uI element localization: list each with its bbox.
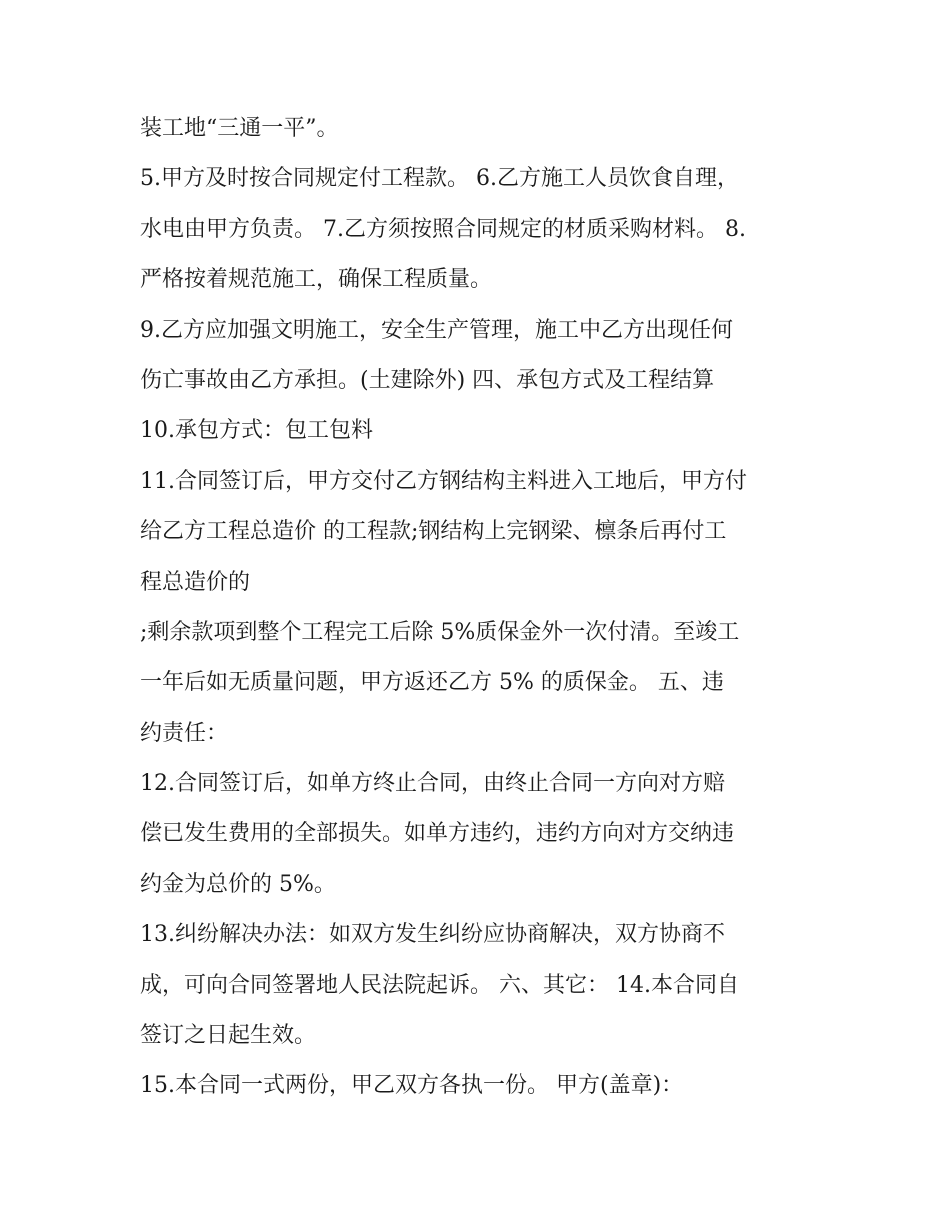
text-line: 12.合同签订后，如单方终止合同，由终止合同一方向对方赔 (140, 771, 725, 797)
text-line: 一年后如无质量问题，甲方返还乙方 5% 的质保金。 五、违 (140, 670, 724, 696)
text-line: 签订之日起生效。 (140, 1023, 317, 1049)
text-line: 水电由甲方负责。 7.乙方须按照合同规定的材质采购材料。 8. (140, 216, 746, 242)
text-line: 10.承包方式：包工包料 (140, 418, 373, 444)
text-line: 偿已发生费用的全部损失。如单方违约，违约方向对方交纳违 (140, 821, 735, 847)
text-line: 13.纠纷解决办法：如双方发生纠纷应协商解决，双方协商不 (140, 922, 725, 948)
document-body (140, 104, 820, 1112)
text-line: 严格按着规范施工，确保工程质量。 (140, 267, 493, 293)
text-line: 约责任： (140, 720, 229, 746)
text-line: 约金为总价的 5%。 (140, 871, 336, 897)
text-line: 伤亡事故由乙方承担。(土建除外) 四、承包方式及工程结算 (140, 367, 715, 393)
text-line: 15.本合同一式两份，甲乙双方各执一份。 甲方(盖章)： (140, 1073, 684, 1099)
text-line: 5.甲方及时按合同规定付工程款。 6.乙方施工人员饮食自理， (140, 166, 739, 192)
text-line: 成，可向合同签署地人民法院起诉。 六、其它： 14.本合同自 (140, 972, 739, 998)
text-line: 装工地“三通一平”。 (140, 116, 339, 141)
text-line: 11.合同签订后，甲方交付乙方钢结构主料进入工地后，甲方付 (140, 468, 747, 494)
text-line: ;剩余款项到整个工程完工后除 5%质保金外一次付清。至竣工 (140, 619, 740, 645)
text-line: 给乙方工程总造价 的工程款;钢结构上完钢梁、檩条后再付工 (140, 519, 727, 545)
text-line: 9.乙方应加强文明施工，安全生产管理，施工中乙方出现任何 (140, 317, 733, 343)
text-line: 程总造价的 (140, 569, 251, 595)
